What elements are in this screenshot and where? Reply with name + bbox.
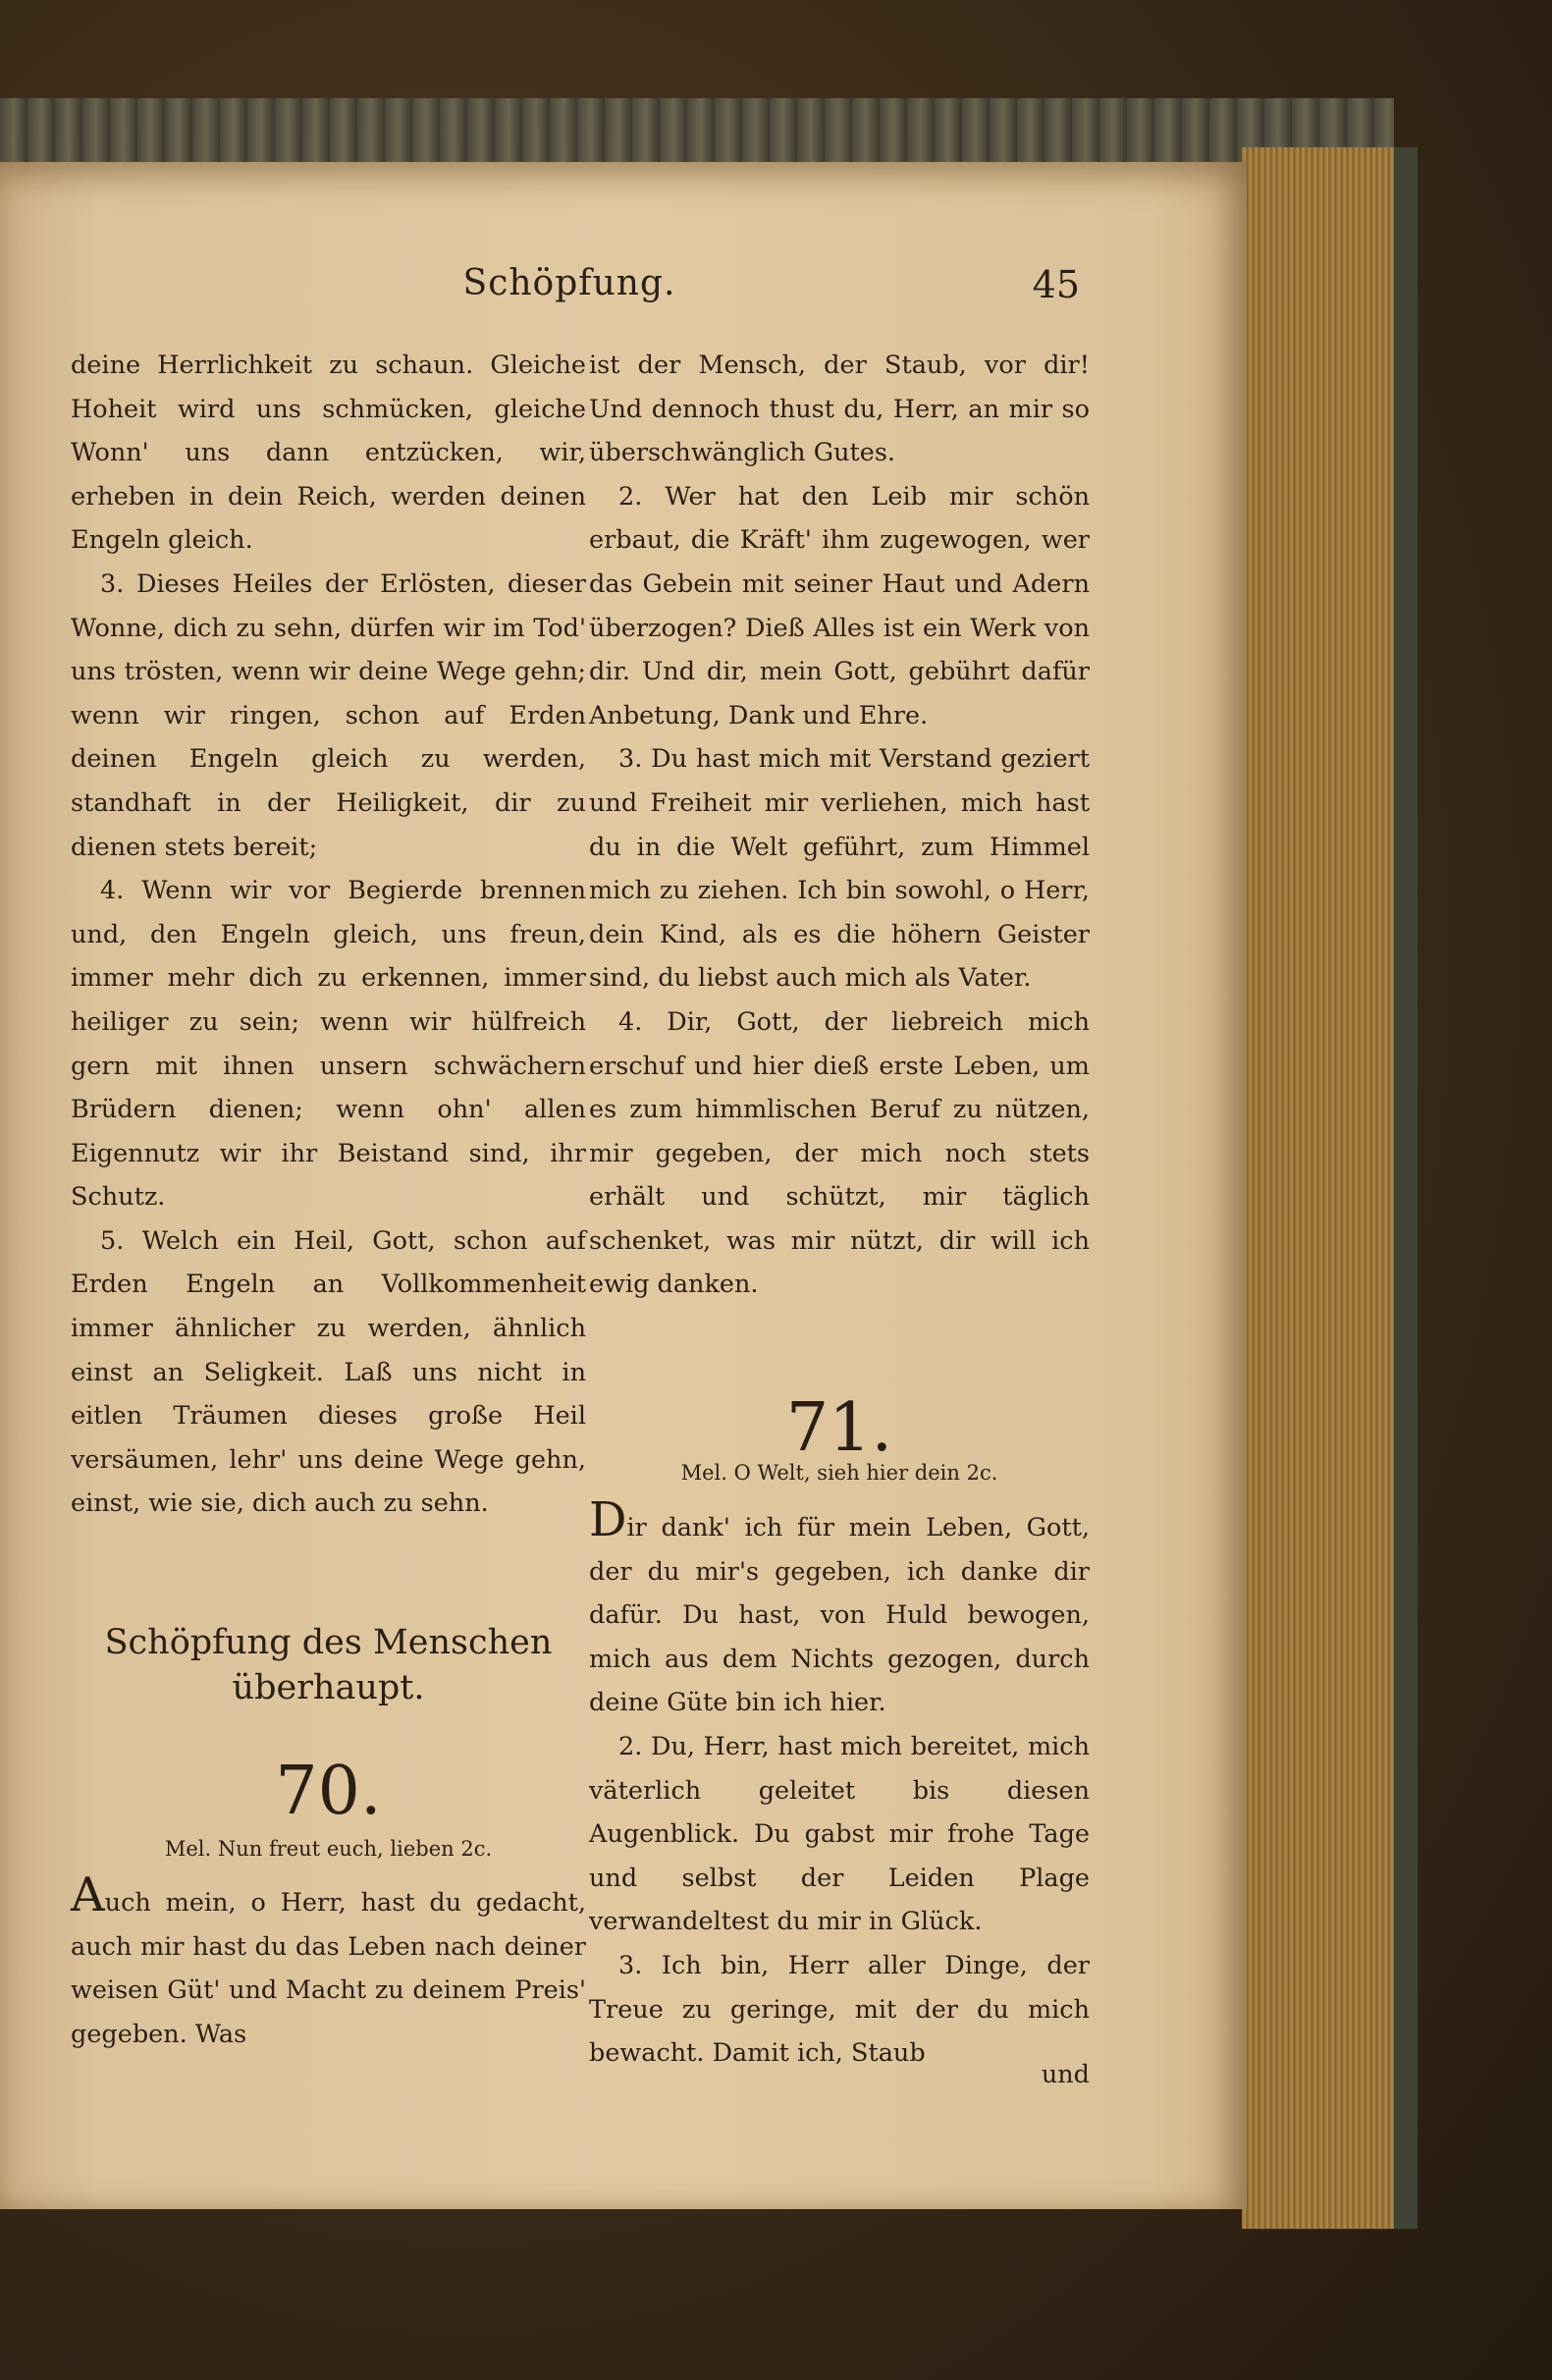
left-paragraph: 4. Wenn wir vor Begierde brennen und, den Engeln gleich, uns freun, immer mehr dich zu erkennen, immer heiliger zu sein; wenn wir hülfreich gern mit ihnen unsern schwächern Brüdern dienen; wenn ohn' allen Eigennutz wir ihr Beistand sind, ihr Schutz. bbox=[71, 876, 586, 1213]
hymn-71-text bbox=[589, 1492, 1090, 2076]
book-page-edges bbox=[1242, 147, 1418, 2229]
right-column bbox=[589, 344, 1090, 1307]
hymn-number-70: 70. bbox=[275, 1753, 382, 1830]
hymn-70-melody: Mel. Nun freut euch, lieben 2c. bbox=[164, 1837, 493, 1861]
right-paragraph: 4. Dir, Gott, der liebreich mich erschuf und hier dieß erste Leben, um es zum himmlischen Beruf zu nützen, mir gegeben, der mich noch stets erhält und schützt, mir täglich schenket, was mir nützt, dir will ich ewig danken. bbox=[589, 1006, 1090, 1300]
section-title-line2: überhaupt. bbox=[232, 1668, 425, 1707]
right-paragraph: ist der Mensch, der Staub, vor dir! Und dennoch thust du, Herr, an mir so überschwänglich Gutes. bbox=[589, 351, 1090, 468]
right-paragraph: 3. Du hast mich mit Verstand geziert und Freiheit mir verliehen, mich hast du in die Welt geführt, zum Himmel mich zu ziehen. Ich bin sowohl, o Herr, dein Kind, als es die höhern Geister sind, du liebst auch mich als Vater. bbox=[589, 744, 1090, 994]
hymn-71-melody: Mel. O Welt, sieh hier dein 2c. bbox=[680, 1461, 998, 1485]
page-number: 45 bbox=[1032, 263, 1080, 306]
hymn-71-verse-2: 2. Du, Herr, hast mich bereitet, mich väterlich geleitet bis diesen Augenblick. Du gabst mir frohe Tage und selbst der Leiden Plage verwandeltest du mir in Glück. bbox=[589, 1731, 1090, 1937]
left-column bbox=[71, 344, 586, 1526]
hymn-70-text bbox=[71, 1867, 586, 2056]
catchword: und bbox=[1041, 2060, 1090, 2089]
left-paragraph: deine Herrlichkeit zu schaun. Gleiche Hoheit wird uns schmücken, gleiche Wonn' uns dann entzücken, wir, erheben in dein Reich, werden deinen Engeln gleich. bbox=[71, 351, 586, 556]
running-head-title: Schöpfung. bbox=[462, 263, 676, 303]
section-title bbox=[71, 1620, 586, 1710]
right-paragraph: 2. Wer hat den Leib mir schön erbaut, die Kräft' ihm zugewogen, wer das Gebein mit seiner Haut und Adern überzogen? Dieß Alles ist ein Werk von dir. Und dir, mein Gott, gebührt dafür Anbetung, Dank und Ehre. bbox=[589, 481, 1090, 730]
hymn-71-dropcap: D bbox=[589, 1492, 627, 1547]
hymn-70-dropcap: A bbox=[71, 1867, 105, 1922]
hymn-number-71: 71. bbox=[785, 1389, 893, 1467]
hymn-71-verse-3: 3. Ich bin, Herr aller Dinge, der Treue zu geringe, mit der du mich bewacht. Damit ich, Staub bbox=[589, 1950, 1090, 2069]
left-paragraph: 3. Dieses Heiles der Erlösten, dieser Wonne, dich zu sehn, dürfen wir im Tod' uns trösten, wenn wir deine Wege gehn; wenn wir ringen, schon auf Erden deinen Engeln gleich zu werden, standhaft in der Heiligkeit, dir zu dienen stets bereit; bbox=[71, 568, 586, 862]
hymn-70-verse: uch mein, o Herr, hast du gedacht, auch mir hast du das Leben nach deiner weisen Güt' und Macht zu deinem Preis' gegeben. Was bbox=[71, 1888, 586, 2049]
left-paragraph: 5. Welch ein Heil, Gott, schon auf Erden Engeln an Vollkommenheit immer ähnlicher zu werden, ähnlich einst an Seligkeit. Laß uns nicht in eitlen Träumen dieses große Heil versäumen, lehr' uns deine Wege gehn, einst, wie sie, dich auch zu sehn. bbox=[71, 1225, 586, 1519]
hymn-71-verse-1: ir dank' ich für mein Leben, Gott, der du mir's gegeben, ich danke dir dafür. Du hast, von Huld bewogen, mich aus dem Nichts gezogen, durch deine Güte bin ich hier. bbox=[589, 1513, 1090, 1718]
section-title-line1: Schöpfung des Menschen bbox=[104, 1623, 553, 1662]
